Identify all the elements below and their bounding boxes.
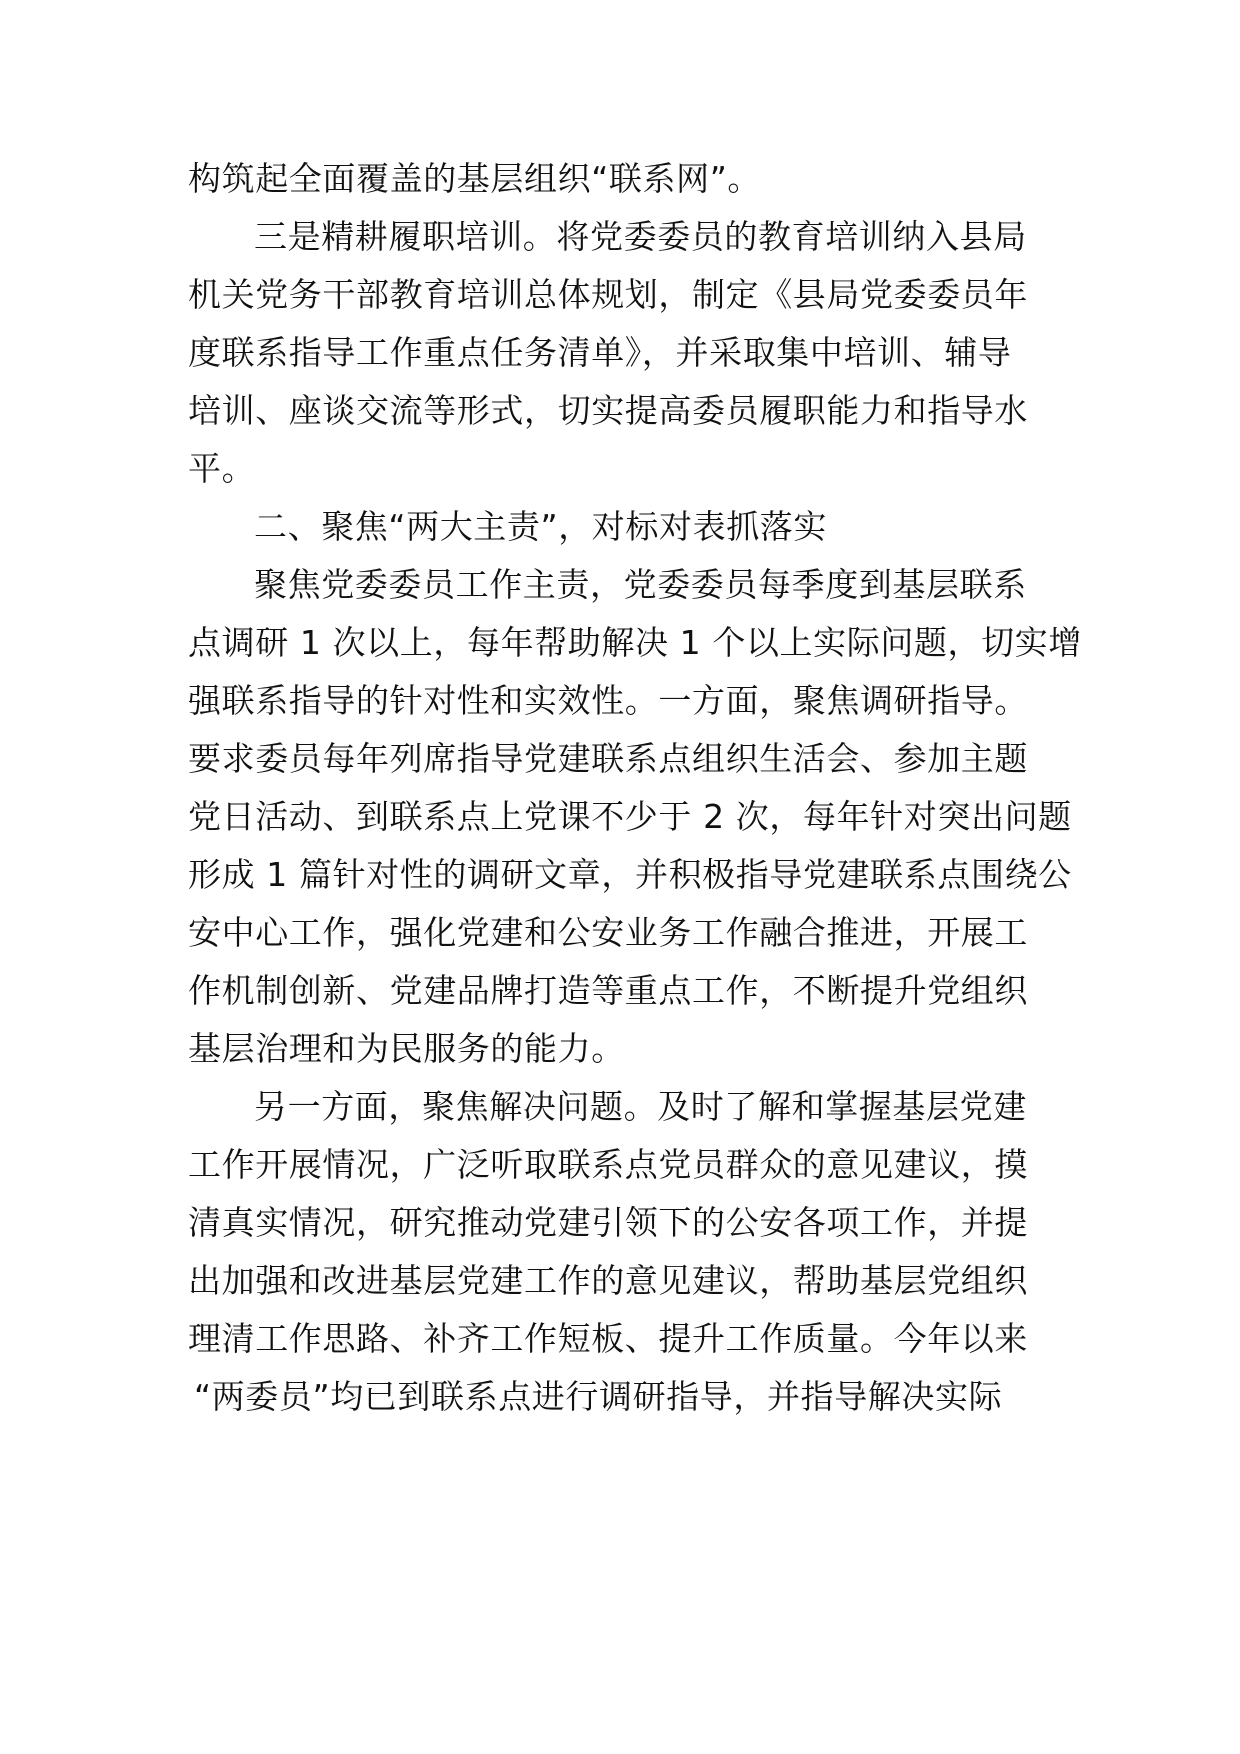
text-line: 构筑起全面覆盖的基层组织“联系网”。 bbox=[188, 159, 761, 198]
text-line: 平。 bbox=[188, 449, 256, 488]
paragraph-first-line: 三是精耕履职培训。将党委委员的教育培训纳入县局 bbox=[254, 217, 1027, 256]
text-line: 作机制创新、党建品牌打造等重点工作，不断提升党组织 bbox=[188, 971, 1028, 1010]
text-line: 要求委员每年列席指导党建联系点组织生活会、参加主题 bbox=[188, 739, 1028, 778]
text-line: 出加强和改进基层党建工作的意见建议，帮助基层党组织 bbox=[188, 1261, 1028, 1300]
text-line: 工作开展情况，广泛听取联系点党员群众的意见建议，摸 bbox=[188, 1145, 1028, 1184]
text-line: 基层治理和为民服务的能力。 bbox=[188, 1029, 625, 1068]
text-line: 度联系指导工作重点任务清单》，并采取集中培训、辅导 bbox=[188, 333, 1012, 372]
paragraph-first-line: 另一方面，聚焦解决问题。及时了解和掌握基层党建 bbox=[254, 1087, 1027, 1126]
text-line: 强联系指导的针对性和实效性。一方面，聚焦调研指导。 bbox=[188, 681, 1028, 720]
text-line: “两委员”均已到联系点进行调研指导，并指导解决实际 bbox=[194, 1377, 1003, 1416]
text-line: 点调研 1 次以上，每年帮助解决 1 个以上实际问题，切实增 bbox=[188, 623, 1082, 662]
paragraph-first-line: 聚焦党委委员工作主责，党委委员每季度到基层联系 bbox=[254, 565, 1027, 604]
text-line: 清真实情况，研究推动党建引领下的公安各项工作，并提 bbox=[188, 1203, 1028, 1242]
text-line: 形成 1 篇针对性的调研文章，并积极指导党建联系点围绕公 bbox=[188, 855, 1072, 894]
text-line: 党日活动、到联系点上党课不少于 2 次，每年针对突出问题 bbox=[188, 797, 1072, 836]
text-line: 安中心工作，强化党建和公安业务工作融合推进，开展工 bbox=[188, 913, 1028, 952]
text-line: 培训、座谈交流等形式，切实提高委员履职能力和指导水 bbox=[188, 391, 1028, 430]
text-line: 理清工作思路、补齐工作短板、提升工作质量。今年以来 bbox=[188, 1319, 1028, 1358]
section-heading: 二、聚焦“两大主责”，对标对表抓落实 bbox=[254, 507, 827, 546]
text-line: 机关党务干部教育培训总体规划，制定《县局党委委员年 bbox=[188, 275, 1028, 314]
